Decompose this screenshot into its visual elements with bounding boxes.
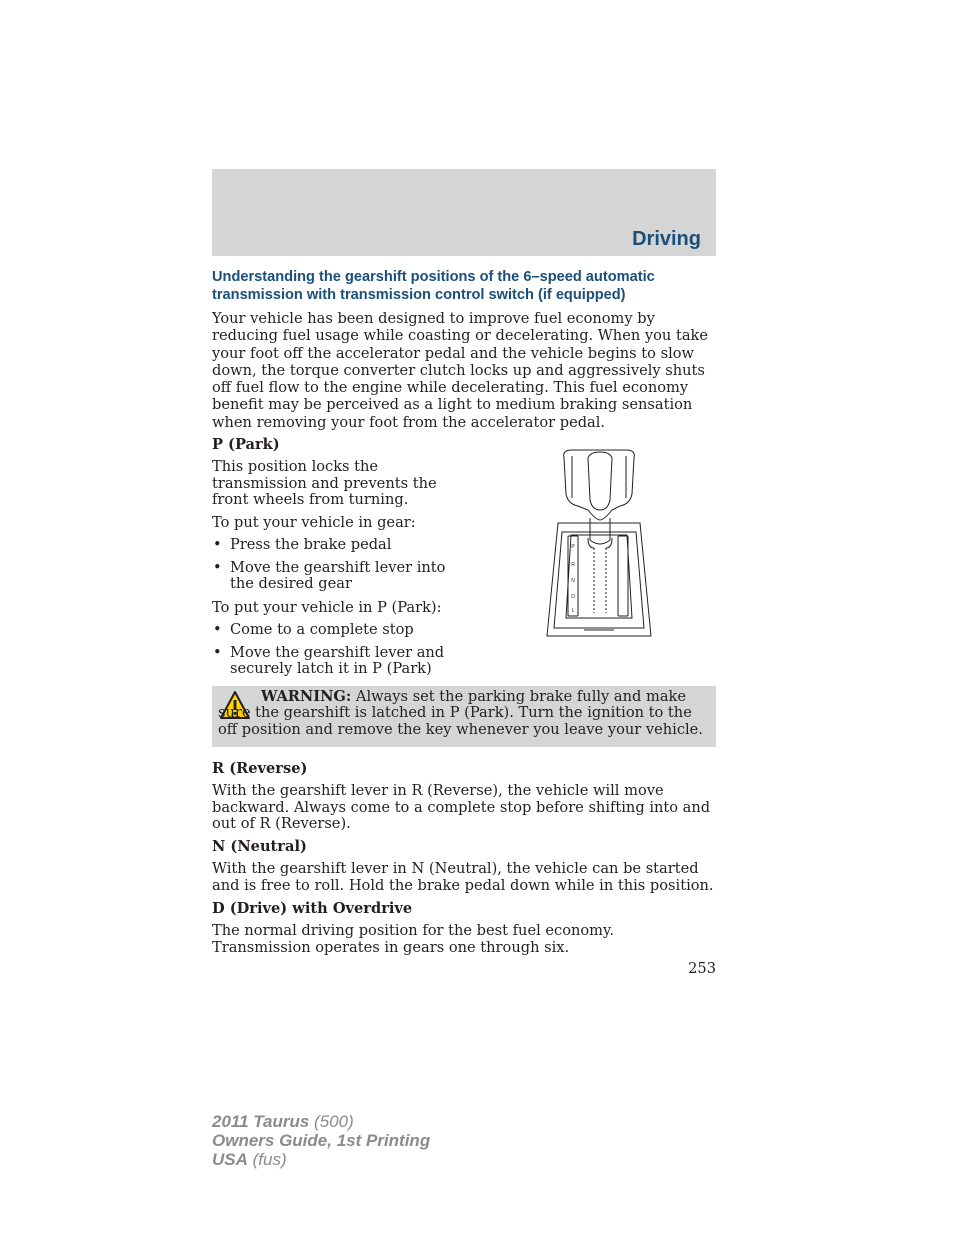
warning-label: WARNING: — [261, 688, 352, 705]
list-item: • Move the gearshift lever and securely latch it in P (Park) — [213, 643, 445, 678]
page-number: 253 — [688, 960, 716, 977]
reverse-heading: R (Reverse) — [212, 760, 308, 777]
gate-letter-l: L — [571, 608, 575, 614]
list-item: • Move the gearshift lever into the desired gear — [213, 558, 446, 593]
neutral-paragraph: With the gearshift lever in N (Neutral), the vehicle can be started and is free to roll. Hold the brake pedal down while in this position. — [212, 860, 714, 894]
gearshift-illustration — [544, 448, 654, 642]
drive-heading: D (Drive) with Overdrive — [212, 900, 413, 918]
park-block — [212, 436, 472, 684]
intro-block — [212, 310, 716, 431]
gate-letter-p: P — [571, 544, 575, 550]
gear-descriptions — [212, 760, 716, 956]
warning-text: WARNING: Always set the parking brake fully and make sure the gearshift is latched in P (Park). Turn the ignition to the off position and remove the key whenever you leave your vehicle. — [218, 688, 703, 738]
footer-imprint: 2011 Taurus (500) Owners Guide, 1st Printing USA (fus) — [212, 1112, 431, 1169]
list-item: • Press the brake pedal — [213, 536, 392, 554]
gate-letter-d: D — [571, 594, 575, 600]
drive-paragraph: The normal driving position for the best fuel economy. Transmission operates in gears one through six. — [212, 922, 614, 956]
park-intro: To put your vehicle in P (Park): — [212, 598, 442, 616]
gate-letter-r: R — [571, 562, 575, 568]
warning-box — [212, 686, 716, 747]
gate-letter-n: N — [571, 578, 575, 584]
section-heading: Understanding the gearshift positions of the 6–speed automatic transmission with transmission control switch (if equipped) — [212, 269, 655, 303]
reverse-paragraph: With the gearshift lever in R (Reverse), the vehicle will move backward. Always come to a complete stop before shifting into and out of R (Reverse). — [212, 782, 711, 832]
section-header-band — [212, 169, 716, 256]
intro-paragraph: Your vehicle has been designed to improve fuel economy by reducing fuel usage while coasting or decelerating. When you take your foot off the accelerator pedal and the vehicle begins to slow down, the torque converter clutch locks up and aggressively shuts off fuel flow to the engine while decelerating. This fuel economy benefit may be perceived as a light to medium braking sensation when removing your foot from the accelerator pedal. — [212, 310, 708, 431]
gear-intro: To put your vehicle in gear: — [212, 514, 416, 532]
park-paragraph: This position locks the transmission and prevents the front wheels from turning. — [212, 458, 437, 508]
list-item: • Come to a complete stop — [213, 621, 414, 639]
neutral-heading: N (Neutral) — [212, 838, 307, 856]
section-title: Driving — [632, 228, 701, 250]
park-heading: P (Park) — [212, 436, 280, 453]
